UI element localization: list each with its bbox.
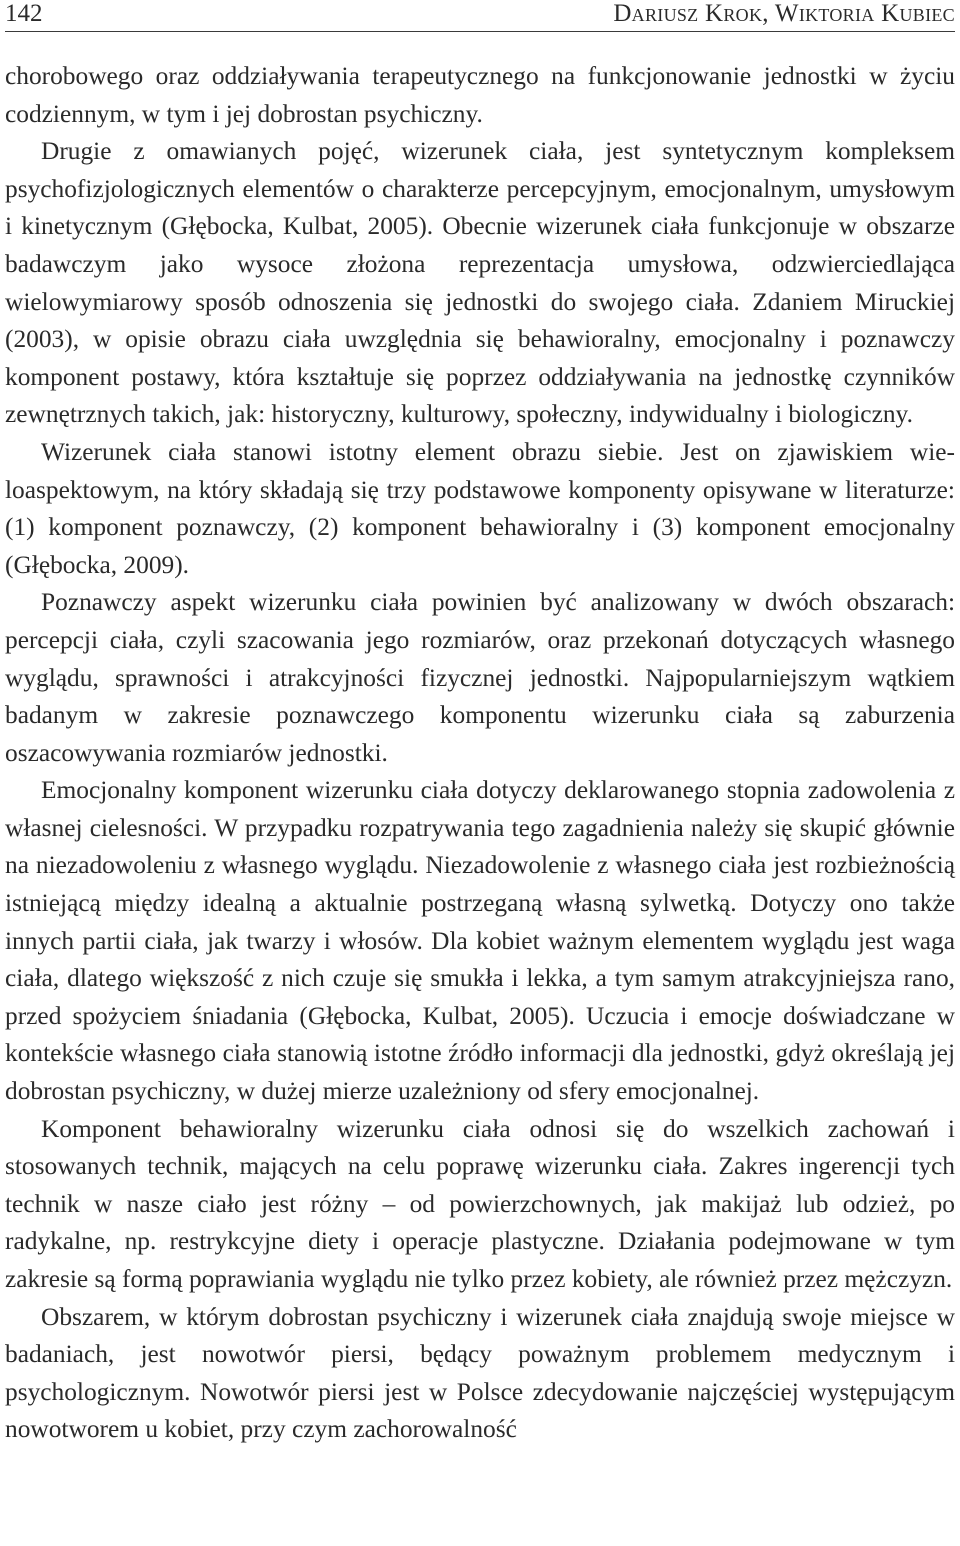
body-text: [5, 58, 955, 1449]
paragraph-continued: chorobowego oraz oddziaływania terapeutycznego na funkcjonowanie jednostki w życiu codziennym, w tym i jej dobrostan psychiczny.: [5, 62, 955, 128]
paragraph: Drugie z omawianych pojęć, wizerunek ciała, jest syntetycznym kompleksem psychofizjologicznych elementów o charakterze percepcyjnym, emocjonalnym, umysłowym i kinetycznym (Głębocka, Kulbat, 2005). Obecnie wizerunek ciała funkcjonuje w obszarze badawczym jako wysoce złożona reprezentacja umysłowa, odzwierciedlająca wielowymiarowy sposób odnoszenia się jednostki do swojego ciała. Zdaniem Miruckiej (2003), w opisie obrazu ciała uwzględnia się behawioralny, emocjonalny i poznawczy komponent postawy, która kształtuje się poprzez oddziaływania na jednostkę czynników zewnętrznych takich, jak: historyczny, kulturowy, społeczny, indywidualny i biologiczny.: [5, 137, 955, 429]
header-rule: [5, 31, 955, 32]
running-title-authors: Dariusz Krok, Wiktoria Kubiec: [613, 0, 955, 27]
paragraph: Wizerunek ciała stanowi istotny element obrazu siebie. Jest on zjawiskiem wieloaspektowym, na który składają się trzy podstawowe komponenty opisywane w literaturze: (1) komponent poznawczy, (2) komponent behawioralny i (3) komponent emocjonalny (Głębocka, 2009).: [5, 437, 955, 579]
running-header: [5, 0, 955, 28]
paragraph: Emocjonalny komponent wizerunku ciała dotyczy deklarowanego stopnia zadowolenia z własnej cielesności. W przypadku rozpatrywania tego zagadnienia należy się skupić głównie na niezadowoleniu z własnego wyglądu. Niezadowolenie z własnego ciała jest rozbieżnością istniejącą między idealną a aktualnie postrzeganą własną sylwetką. Dotyczy ono także innych partii ciała, jak twarzy i włosów. Dla kobiet ważnym elementem wyglądu jest waga ciała, dlatego większość z nich czuje się smukła i lekka, a tym samym atrakcyjniejsza rano, przed spożyciem śniadania (Głębocka, Kulbat, 2005). Uczucia i emocje doświadczane w kontekście własnego ciała stanowią istotne źródło informacji dla jednostki, gdyż określają jej dobrostan psychiczny, w dużej mierze uzależniony od sfery emocjonalnej.: [5, 776, 955, 1106]
paragraph: Poznawczy aspekt wizerunku ciała powinien być analizowany w dwóch obszarach: percepcji ciała, czyli szacowania jego rozmiarów, oraz przekonań dotyczących własnego wyglądu, sprawności i atrakcyjności fizycznej jednostki. Najpopularniejszym wątkiem badanym w zakresie poznawczego komponentu wizerunku ciała są zaburzenia oszacowywania rozmiarów jednostki.: [5, 588, 955, 767]
page-number: 142: [5, 0, 43, 27]
paragraph: Obszarem, w którym dobrostan psychiczny i wizerunek ciała znajdują swoje miejsce w badaniach, jest nowotwór piersi, będący poważnym problemem medycznym i psychologicznym. Nowotwór piersi jest w Polsce zdecydowanie najczęściej występującym nowotworem u kobiet, przy czym zachorowalność: [5, 1302, 955, 1444]
paragraph: Komponent behawioralny wizerunku ciała odnosi się do wszelkich zachowań i stosowanych technik, mających na celu poprawę wizerunku ciała. Zakres ingerencji tych technik w nasze ciało jest różny – od powierzchownych, jak makijaż lub odzież, po radykalne, np. restrykcyjne diety i operacje plastyczne. Działania podejmowane w tym zakresie są formą poprawiania wyglądu nie tylko przez kobiety, ale również przez mężczyzn.: [5, 1114, 955, 1293]
document-page: [5, 0, 955, 1449]
